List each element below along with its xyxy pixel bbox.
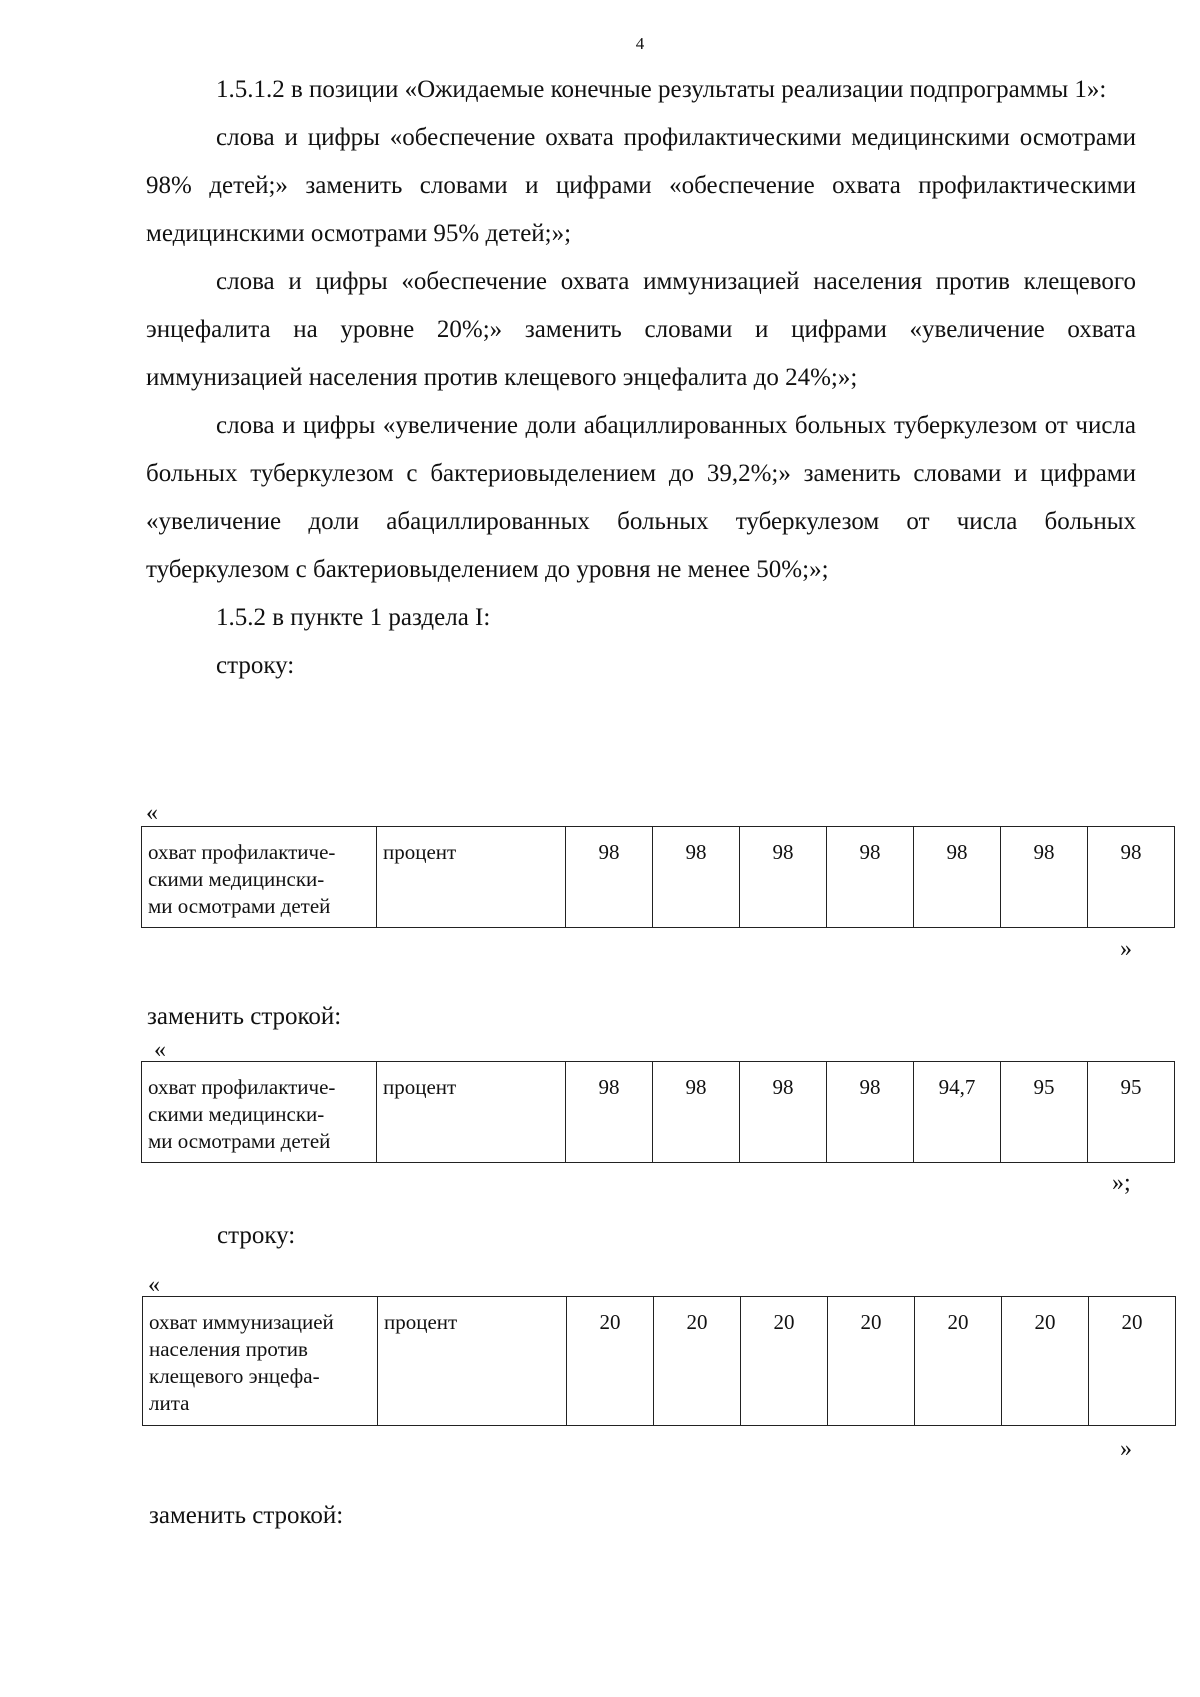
value-cell: 20 xyxy=(828,1297,915,1426)
quote-open-1: « xyxy=(146,800,158,826)
indicator-name-line: охват иммунизацией xyxy=(149,1310,334,1334)
label-replace-2: заменить строкой: xyxy=(149,1502,344,1529)
value-cell: 20 xyxy=(915,1297,1002,1426)
value-cell: 98 xyxy=(1088,827,1175,928)
value-cell: 98 xyxy=(914,827,1001,928)
indicator-name-line: лита xyxy=(149,1391,190,1415)
value-cell: 98 xyxy=(827,827,914,928)
value-cell: 20 xyxy=(654,1297,741,1426)
value-cell: 98 xyxy=(653,1062,740,1163)
value-cell: 94,7 xyxy=(914,1062,1001,1163)
indicator-name-line: клещевого энцефа- xyxy=(149,1364,320,1388)
paragraph-2: слова и цифры «обеспечение охвата профилактическими медицинскими осмотрами 98% детей;» заменить словами и цифрами «обеспечение охвата профилактическими медицинскими осмотрами 95% детей;»; xyxy=(146,124,1136,247)
indicator-name-line: ми осмотрами детей xyxy=(148,894,331,918)
table-row xyxy=(142,827,1175,928)
value-cell: 98 xyxy=(566,1062,653,1163)
indicator-name-line: населения против xyxy=(149,1337,308,1361)
value-cell: 20 xyxy=(1002,1297,1089,1426)
paragraph-3: слова и цифры «обеспечение охвата иммунизацией населения против клещевого энцефалита на уровне 20%;» заменить словами и цифрами «увеличение охвата иммунизацией населения против клещевого энцефалита до 24%;»; xyxy=(146,268,1136,391)
indicator-name-line: охват профилактиче- xyxy=(148,840,336,864)
indicator-name-line: ми осмотрами детей xyxy=(148,1129,331,1153)
indicator-name-cell xyxy=(142,827,377,928)
paragraph-5: 1.5.2 в пункте 1 раздела I: xyxy=(216,604,491,631)
indicator-name-line: скими медицински- xyxy=(148,1102,325,1126)
value-cell: 20 xyxy=(567,1297,654,1426)
value-cell: 98 xyxy=(566,827,653,928)
quote-close-3: » xyxy=(1120,1436,1132,1462)
indicator-name-line: скими медицински- xyxy=(148,867,325,891)
label-replace-1: заменить строкой: xyxy=(147,1003,342,1030)
table-row-original-1 xyxy=(141,826,1175,928)
quote-close-2: »; xyxy=(1112,1170,1131,1196)
value-cell: 98 xyxy=(740,827,827,928)
quote-open-2: « xyxy=(154,1037,166,1063)
value-cell: 95 xyxy=(1088,1062,1175,1163)
unit-cell: процент xyxy=(377,1062,566,1163)
paragraph-4: слова и цифры «увеличение доли абациллированных больных туберкулезом от числа больных туберкулезом с бактериовыделением до 39,2%;» заменить словами и цифрами «увеличение доли абациллированных больных туберкулезом от числа больных туберкулезом с бактериовыделением до уровня не менее 50%;»; xyxy=(146,412,1136,583)
indicator-name-cell xyxy=(142,1062,377,1163)
quote-open-3: « xyxy=(148,1272,160,1298)
quote-close-1: » xyxy=(1120,936,1132,962)
table-row-replacement-1 xyxy=(141,1061,1175,1163)
paragraph-1: 1.5.1.2 в позиции «Ожидаемые конечные результаты реализации подпрограммы 1»: xyxy=(216,76,1107,103)
unit-cell: процент xyxy=(377,827,566,928)
value-cell: 20 xyxy=(1089,1297,1176,1426)
indicator-name-cell xyxy=(143,1297,378,1426)
paragraph-6: строку: xyxy=(216,652,295,679)
value-cell: 98 xyxy=(1001,827,1088,928)
value-cell: 98 xyxy=(827,1062,914,1163)
value-cell: 98 xyxy=(740,1062,827,1163)
value-cell: 95 xyxy=(1001,1062,1088,1163)
table-row xyxy=(142,1062,1175,1163)
body-text xyxy=(146,66,1136,690)
table-row xyxy=(143,1297,1176,1426)
table-row-original-2 xyxy=(142,1296,1176,1426)
value-cell: 20 xyxy=(741,1297,828,1426)
unit-cell: процент xyxy=(378,1297,567,1426)
indicator-name-line: охват профилактиче- xyxy=(148,1075,336,1099)
page-number: 4 xyxy=(635,34,645,53)
value-cell: 98 xyxy=(653,827,740,928)
label-row-2: строку: xyxy=(217,1222,296,1249)
